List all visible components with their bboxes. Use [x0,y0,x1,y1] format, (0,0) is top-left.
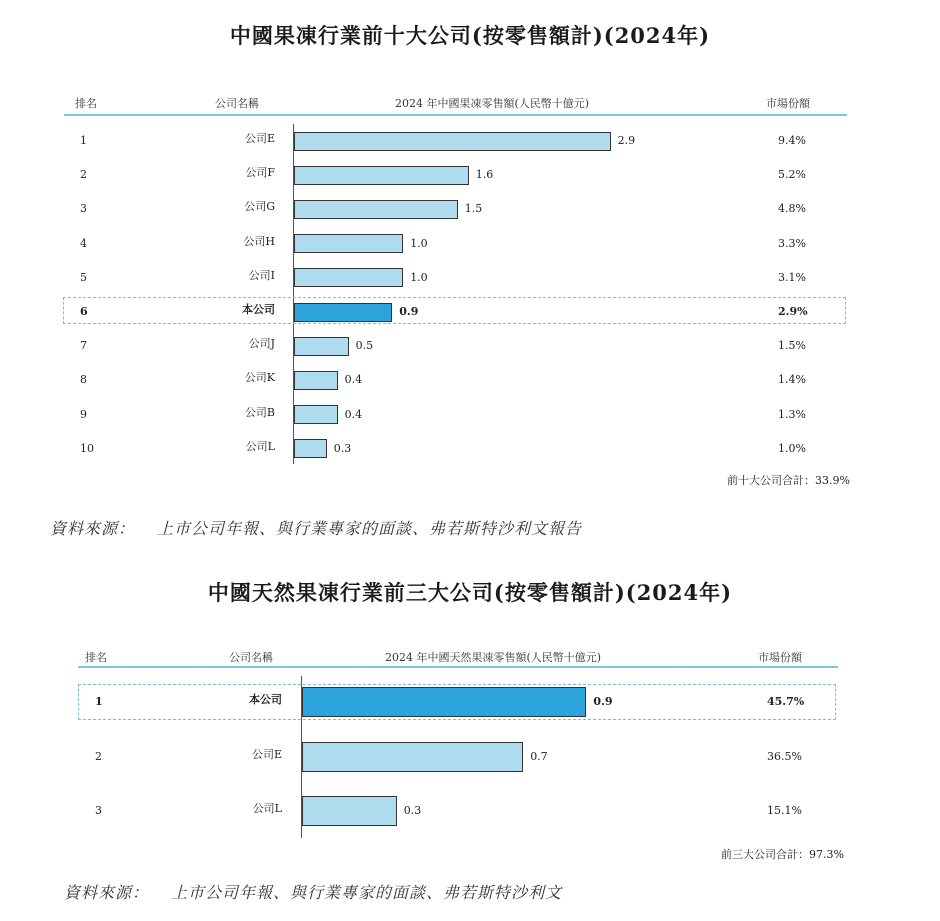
chart1-value-label-2: 1.6 [475,168,494,182]
chart1-value-label-4: 1.0 [410,236,428,250]
chart1-value-label-3: 1.5 [464,202,483,216]
chart1-share-9: 1.3% [778,407,806,421]
chart1-company-7: 公司J [248,337,275,351]
chart2-total-note: 前三大公司合計：97.3% [721,848,844,861]
chart1-value-label-1: 2.9 [617,134,636,147]
chart1-header-value: 2024 年中國果凍零售額(人民幣十億元) [395,97,590,110]
chart2-bar-2 [302,742,523,772]
chart1-rank-1: 1 [80,134,87,147]
chart1-company-9: 公司B [244,405,275,419]
chart1-rank-6: 6 [80,305,88,318]
chart1-value-label-9: 0.4 [344,407,363,421]
chart1-company-5: 公司I [248,268,275,282]
chart1-share-2: 5.2% [778,168,806,182]
chart1-rank-8: 8 [80,373,87,387]
chart1-company-3: 公司G [244,200,275,214]
chart1-company-8: 公司K [244,371,275,385]
chart2-header-rule [78,666,838,668]
chart1-value-label-10: 0.3 [333,441,352,455]
chart1-title: 中國果凍行業前十大公司(按零售額計)(2024年) [229,23,711,48]
chart1-company-1: 公司E [244,132,275,145]
chart1-rank-2: 2 [80,168,87,182]
chart1-share-10: 1.0% [778,441,806,455]
chart1-rank-5: 5 [80,270,87,284]
chart2-source-label: 資料來源： [64,883,150,902]
chart1-value-label-8: 0.4 [344,373,363,387]
chart2-rank-2: 2 [95,749,102,763]
chart1-value-label-6: 0.9 [399,305,419,318]
chart2-share-2: 36.5% [767,749,802,763]
chart2-company-1: 本公司 [249,693,282,706]
chart2-title: 中國天然果凍行業前三大公司(按零售額計)(2024年) [207,580,733,605]
chart1-company-10: 公司L [245,439,275,453]
chart2-share-3: 15.1% [767,804,802,817]
chart1-header-company: 公司名稱 [215,97,259,110]
chart1-rank-4: 4 [80,236,87,250]
chart1-total-note: 前十大公司合計：33.9% [727,474,850,487]
chart2-company-2: 公司E [251,747,282,761]
chart1-value-label-7: 0.5 [355,339,374,353]
chart1-share-7: 1.5% [778,339,806,353]
chart2-header-share: 市場份額 [758,651,802,664]
chart2-header-company: 公司名稱 [229,651,273,664]
chart2-share-1: 45.7% [767,695,805,708]
chart2-source-text: 上市公司年報、與行業專家的面談、弗若斯特沙利文 [171,883,563,902]
chart1-header-share: 市場份額 [766,97,810,110]
chart1-company-4: 公司H [243,234,275,248]
chart2-bar-3 [302,796,397,826]
chart2-rank-3: 3 [95,804,102,817]
chart2-bar-1 [302,687,586,717]
chart1-rank-7: 7 [80,339,87,353]
chart1-share-1: 9.4% [778,134,806,147]
chart1-share-6: 2.9% [778,305,808,318]
chart1-header-rank: 排名 [75,97,97,110]
chart2-header-value: 2024 年中國天然果凍零售額(人民幣十億元) [385,651,602,664]
chart1-rank-9: 9 [80,407,87,421]
chart2-source [64,880,562,903]
chart2-header-rank: 排名 [85,651,107,664]
chart1-rank-3: 3 [80,202,87,216]
chart2-company-3: 公司L [252,802,282,815]
chart2-value-label-1: 0.9 [593,695,613,708]
chart1-rank-10: 10 [80,441,94,455]
chart1-share-5: 3.1% [778,270,806,284]
chart1-share-4: 3.3% [778,236,806,250]
chart1-company-2: 公司F [245,166,275,180]
chart1-share-3: 4.8% [778,202,806,216]
chart1-source-label: 資料來源： [50,519,136,538]
chart1-share-8: 1.4% [778,373,806,387]
chart1-value-label-5: 1.0 [410,270,428,284]
chart2-value-label-3: 0.3 [403,804,422,817]
chart1-company-6: 本公司 [242,303,275,316]
chart2-value-label-2: 0.7 [530,749,548,763]
chart1-source-text: 上市公司年報、與行業專家的面談、弗若斯特沙利文報告 [157,519,583,538]
chart2-rank-1: 1 [95,695,103,708]
